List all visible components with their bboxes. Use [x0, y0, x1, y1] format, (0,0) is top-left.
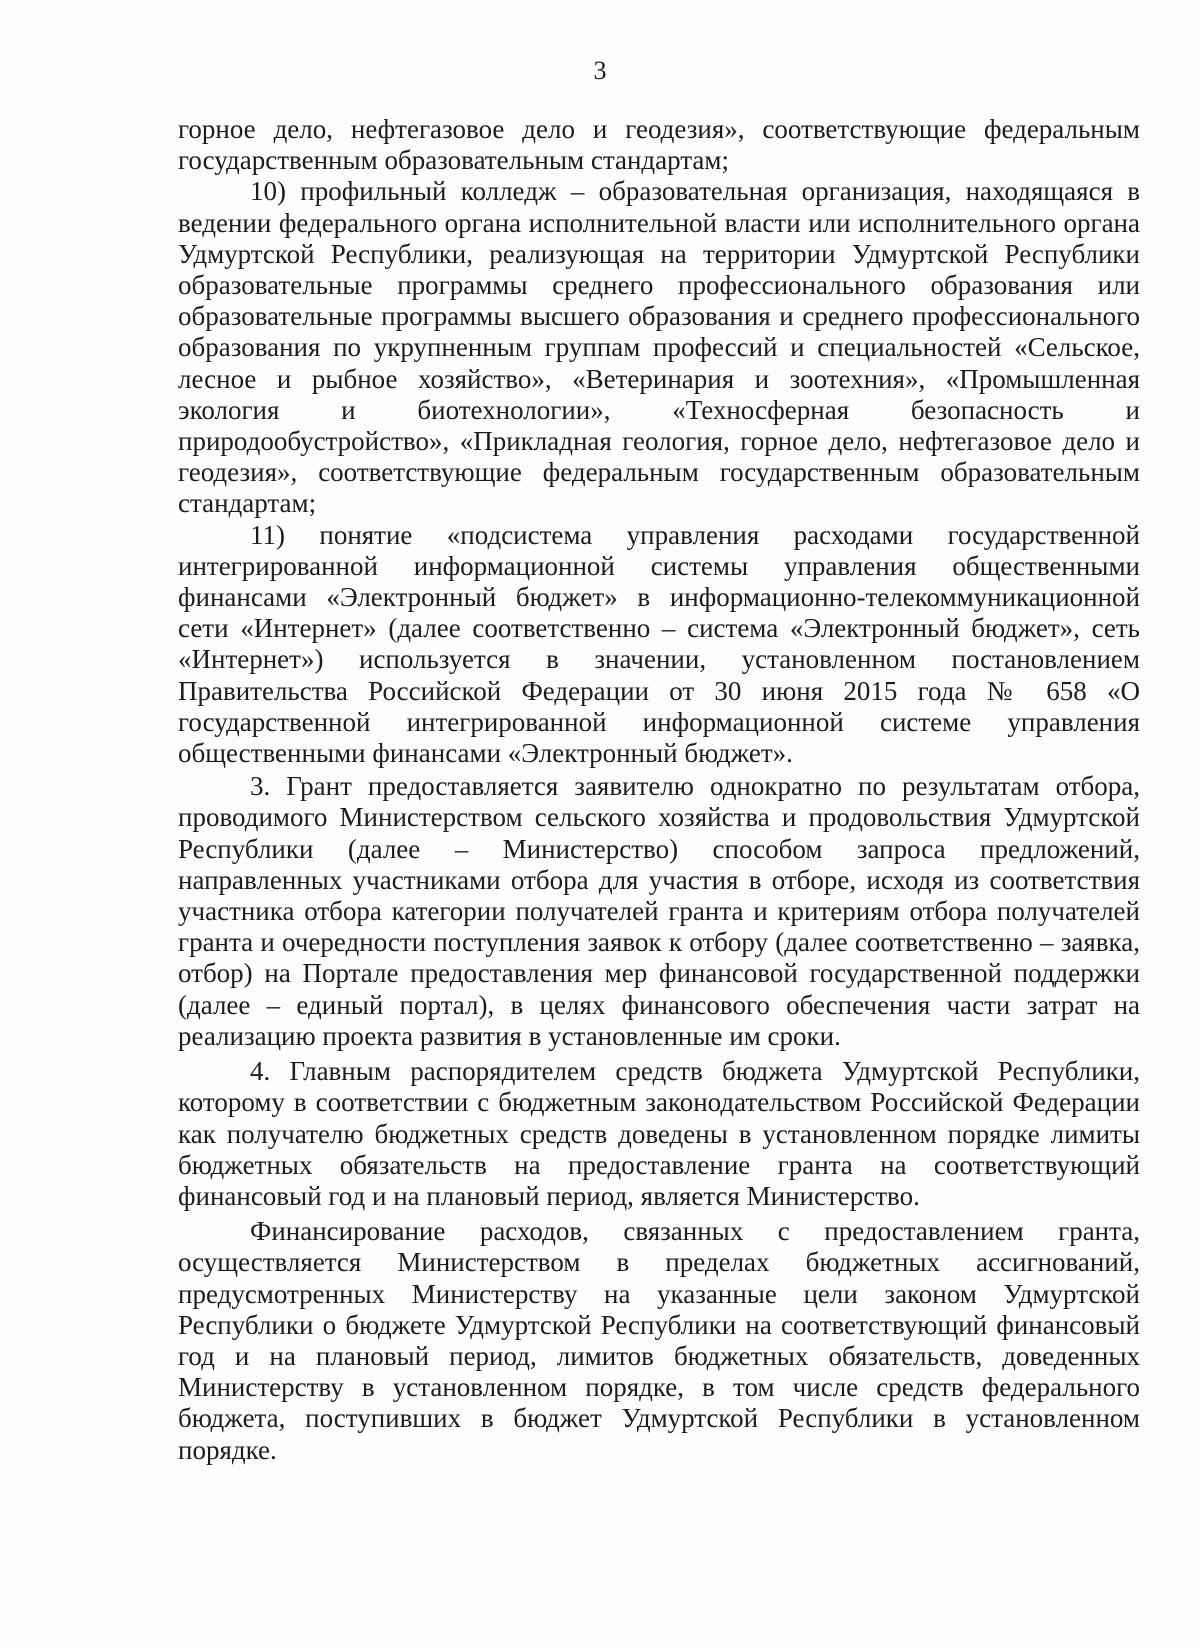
paragraph-continuation: горное дело, нефтегазовое дело и геодезия», соответствующие федеральным государственным образовательным стандартам; [178, 114, 1140, 176]
paragraph-clause-4: 4. Главным распорядителем средств бюджета Удмуртской Республики, которому в соответствии с бюджетным законодательством Российской Федерации как получателю бюджетных средств доведены в установленном порядке лимиты бюджетных обязательств на предоставление гранта на соответствующий финансовый год и на плановый период, является Министерство. [178, 1056, 1140, 1211]
document-body [178, 114, 1140, 1466]
paragraph-item-10: 10) профильный колледж – образовательная организация, находящаяся в ведении федерального органа исполнительной власти или исполнительного органа Удмуртской Республики, реализующая на территории Удмуртской Республики образовательные программы среднего профессионального образования или образовательные программы высшего образования и среднего профессионального образования по укрупненным группам профессий и специальностей «Сельское, лесное и рыбное хозяйство», «Ветеринария и зоотехния», «Промышленная экология и биотехнологии», «Техносферная безопасность и природообустройство», «Прикладная геология, горное дело, нефтегазовое дело и геодезия», соответствующие федеральным государственным образовательным стандартам; [178, 176, 1140, 519]
paragraph-clause-3: 3. Грант предоставляется заявителю однократно по результатам отбора, проводимого Министерством сельского хозяйства и продовольствия Удмуртской Республики (далее – Министерство) способом запроса предложений, направленных участниками отбора для участия в отборе, исходя из соответствия участника отбора категории получателей гранта и критериям отбора получателей гранта и очередности поступления заявок к отбору (далее соответственно – заявка, отбор) на Портале предоставления мер финансовой государственной поддержки (далее – единый портал), в целях финансового обеспечения части затрат на реализацию проекта развития в установленные им сроки. [178, 771, 1140, 1051]
page-number: 3 [593, 56, 607, 85]
paragraph-financing: Финансирование расходов, связанных с предоставлением гранта, осуществляется Министерством в пределах бюджетных ассигнований, предусмотренных Министерству на указанные цели законом Удмуртской Республики о бюджете Удмуртской Республики на соответствующий финансовый год и на плановый период, лимитов бюджетных обязательств, доведенных Министерству в установленном порядке, в том числе средств федерального бюджета, поступивших в бюджет Удмуртской Республики в установленном порядке. [178, 1216, 1140, 1465]
paragraph-item-11: 11) понятие «подсистема управления расходами государственной интегрированной информационной системы управления общественными финансами «Электронный бюджет» в информационно-телекоммуникационной сети «Интернет» (далее соответственно – система «Электронный бюджет», сеть «Интернет») используется в значении, установленном постановлением Правительства Российской Федерации от 30 июня 2015 года № 658 «О государственной интегрированной информационной системе управления общественными финансами «Электронный бюджет». [178, 519, 1140, 769]
